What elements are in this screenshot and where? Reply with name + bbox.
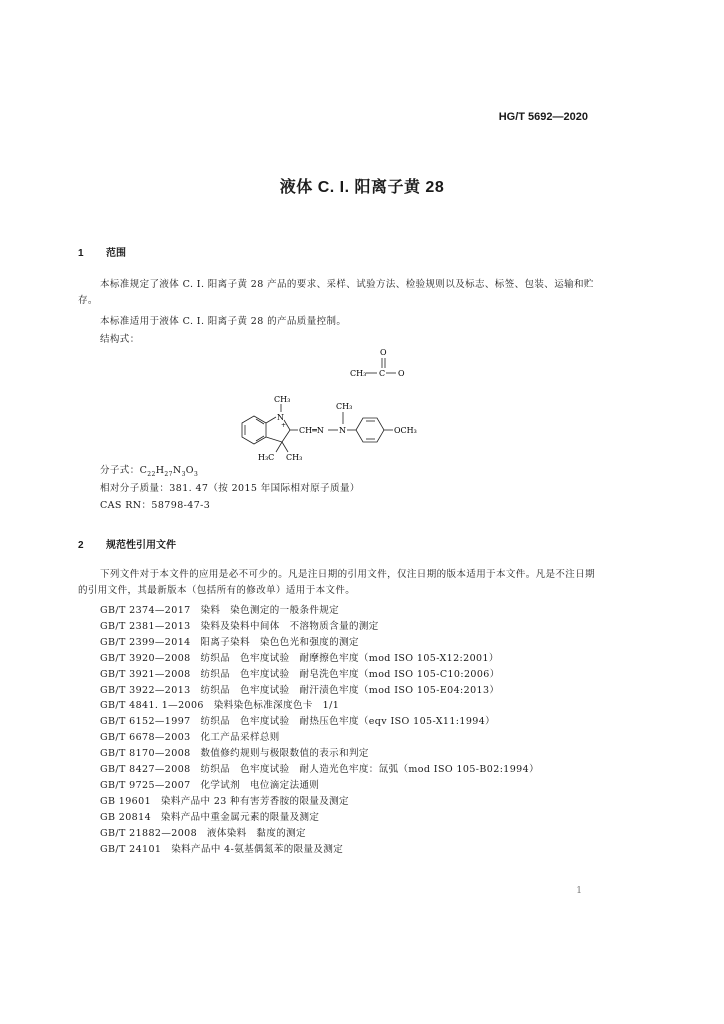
reference-item: GB/T 6152—1997 纺织品 色牢度试验 耐热压色牢度（eqv ISO 105-X11:1994） <box>100 716 496 728</box>
reference-item: GB/T 3920—2008 纺织品 色牢度试验 耐摩擦色牢度（mod ISO 105-X12:2001） <box>100 652 499 664</box>
c3-methyl-right: CH₃ <box>286 453 303 462</box>
molecular-formula: 分子式：$C_{22}H_{27}N_3O_3$ <box>100 465 199 478</box>
standard-number: HG/T 5692—2020 <box>498 111 588 123</box>
section-2-heading <box>78 536 176 551</box>
structure-label: 结构式： <box>100 334 140 345</box>
reference-item: GB 20814 染料产品中重金属元素的限量及测定 <box>100 811 320 823</box>
n-methyl: CH₃ <box>274 395 291 404</box>
reference-item: GB/T 8427—2008 纺织品 色牢度试验 耐人造光色牢度：氙弧（mod ISO 105-B02:1994） <box>100 764 539 776</box>
acetate-c: C <box>379 369 386 378</box>
reference-item: GB/T 2374—2017 染料 染色测定的一般条件规定 <box>100 605 340 616</box>
acetate-o: O <box>398 369 405 378</box>
section-2-number: 2 <box>78 540 84 551</box>
reference-item: GB/T 6678—2003 化工产品采样总则 <box>100 732 280 744</box>
structural-formula <box>232 342 442 462</box>
n-plus: N <box>277 413 284 422</box>
page-number: 1 <box>576 886 582 896</box>
n2-methyl: CH₃ <box>336 402 353 411</box>
acetate-o-top: O <box>380 348 387 357</box>
reference-list <box>100 603 539 858</box>
reference-item: GB/T 4841. 1—2006 染料染色标准深度色卡 1/1 <box>100 700 340 712</box>
section-2-title: 规范性引用文件 <box>106 540 176 551</box>
section-1-paragraph-1: 本标准规定了液体 C. I. 阳离子黄 28 产品的要求、采样、试验方法、检验规则以及标志、标签、包装、运输和贮存。 <box>78 279 594 306</box>
section-2-paragraph: 下列文件对于本文件的应用是必不可少的。凡是注日期的引用文件，仅注日期的版本适用于本文件。凡是不注日期的引用文件，其最新版本（包括所有的修改单）适用于本文件。 <box>78 569 596 596</box>
reference-item: GB/T 21882—2008 液体染料 黏度的测定 <box>100 827 306 839</box>
page-title: 液体 C. I. 阳离子黄 28 <box>279 179 445 196</box>
chain-ch-n: CH═N <box>299 426 324 435</box>
och3: OCH₃ <box>394 426 417 435</box>
reference-item: GB/T 8170—2008 数值修约规则与极限数值的表示和判定 <box>100 748 369 760</box>
reference-item: GB/T 3921—2008 纺织品 色牢度试验 耐皂洗色牢度（mod ISO 105-C10:2006） <box>100 668 500 680</box>
reference-item: GB/T 2399—2014 阳离子染料 染色色光和强度的测定 <box>100 636 359 648</box>
section-1-title: 范围 <box>106 248 126 259</box>
molecular-mass: 相对分子质量：381. 47（按 2015 年国际相对原子质量） <box>100 483 360 494</box>
section-1-paragraph-2: 本标准适用于液体 C. I. 阳离子黄 28 的产品质量控制。 <box>100 316 347 327</box>
reference-item: GB/T 3922—2013 纺织品 色牢度试验 耐汗渍色牢度（mod ISO 105-E04:2013） <box>100 684 500 696</box>
cas-number: CAS RN：58798-47-3 <box>100 500 211 511</box>
reference-item: GB/T 24101 染料产品中 4-氨基偶氮苯的限量及测定 <box>100 843 344 855</box>
acetate-ch3: CH₃ <box>350 369 367 378</box>
reference-item: GB/T 9725—2007 化学试剂 电位滴定法通则 <box>100 779 320 791</box>
reference-item: GB 19601 染料产品中 23 种有害芳香胺的限量及测定 <box>100 795 349 807</box>
plus-sign: + <box>281 422 287 429</box>
c3-methyl-left: H₃C <box>258 453 275 462</box>
section-1-heading <box>78 244 126 259</box>
reference-item: GB/T 2381—2013 染料及染料中间体 不溶物质含量的测定 <box>100 620 379 632</box>
n2: N <box>339 426 346 435</box>
section-1-number: 1 <box>78 248 84 259</box>
